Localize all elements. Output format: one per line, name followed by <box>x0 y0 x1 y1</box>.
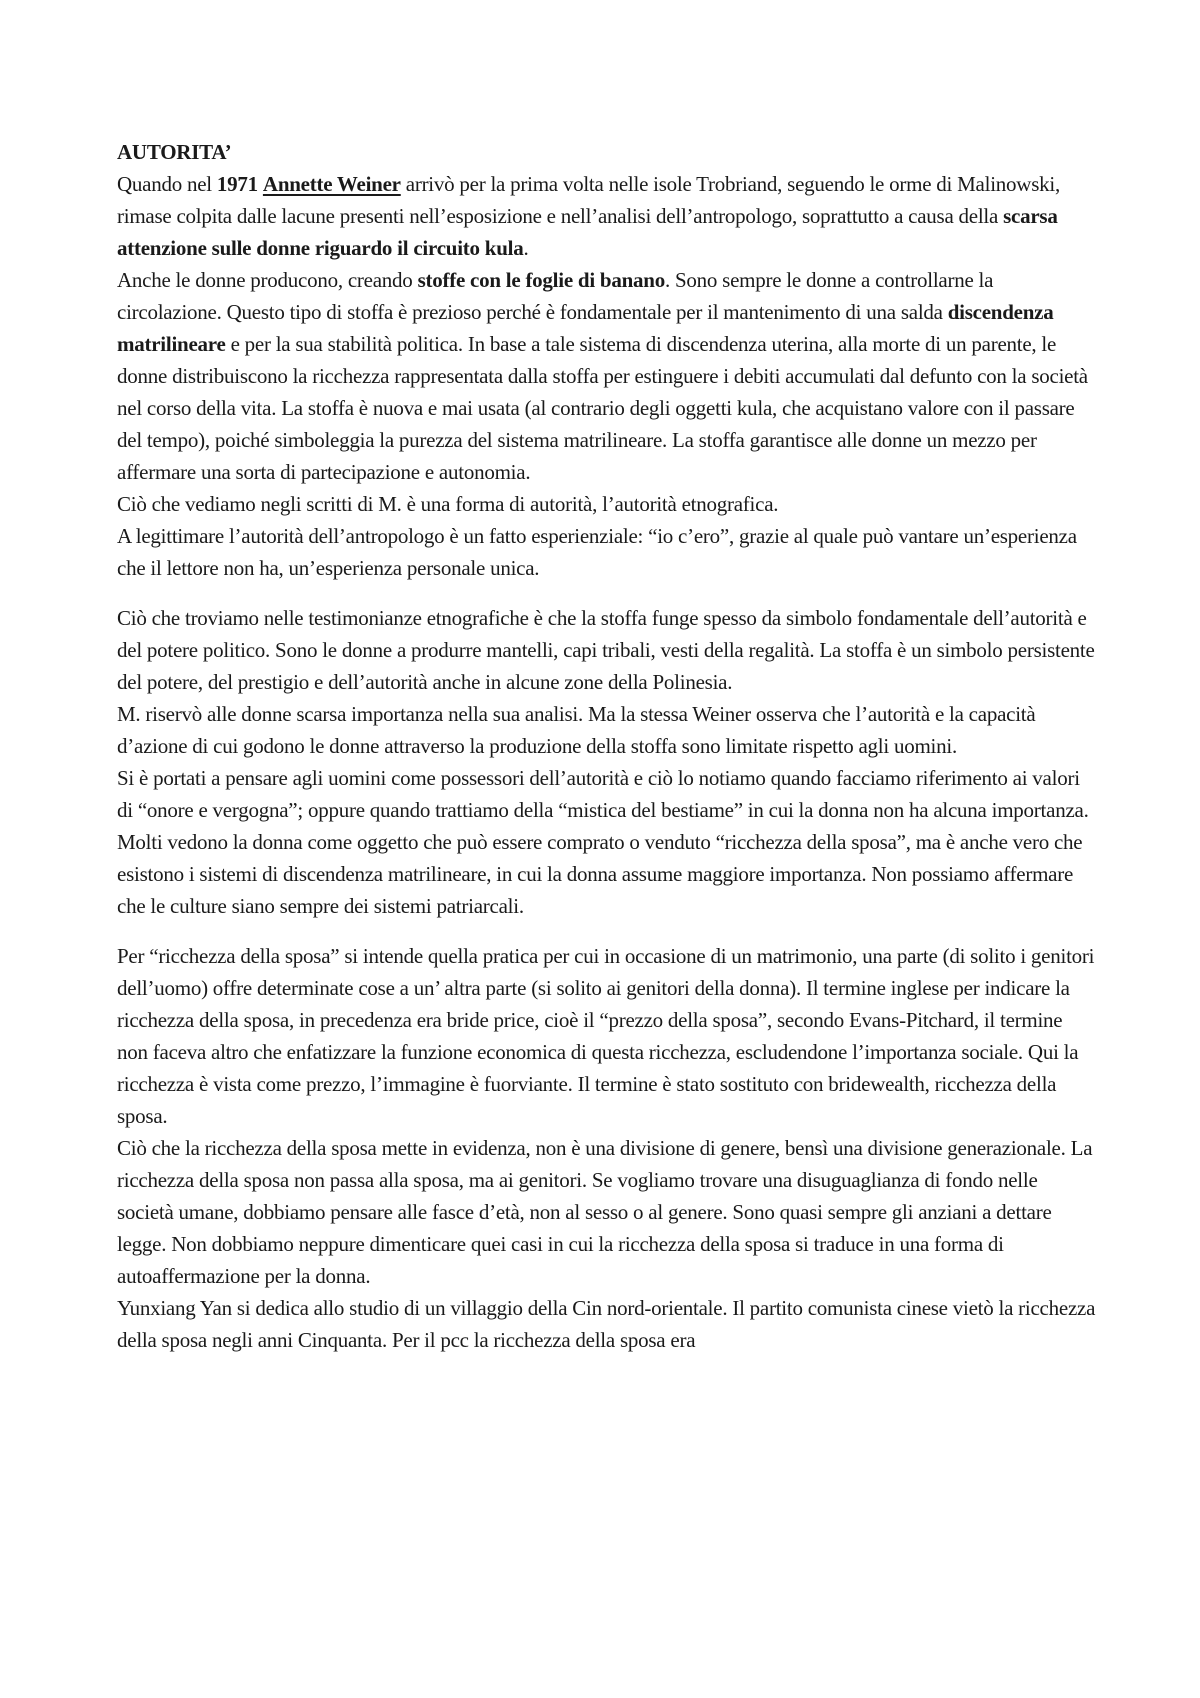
paragraph-testimonianze: Ciò che troviamo nelle testimonianze etnografiche è che la stoffa funge spesso da simbolo fondamentale dell’autorità e del potere politico. Sono le donne a produrre mantelli, capi tribali, vesti della regalità. La stoffa è un simbolo persistente del potere, del prestigio e dell’autorità anche in alcune zone della Polinesia. <box>117 606 1095 694</box>
paragraph-io-cero: A legittimare l’autorità dell’antropologo è un fatto esperienziale: “io c’ero”, grazie al quale può vantare un’esperienza che il lettore non ha, un’esperienza personale unica. <box>117 524 1077 580</box>
bold-phrase: stoffe con le foglie di banano <box>417 268 665 292</box>
document-body <box>117 136 1096 1356</box>
paragraph-weiner-osserva: M. riservò alle donne scarsa importanza nella sua analisi. Ma la stessa Weiner osserva che l’autorità e la capacità d’azione di cui godono le donne attraverso la produzione della stoffa sono limitate rispetto agli uomini. <box>117 702 1036 758</box>
paragraph-autorita-etnografica: Ciò che vediamo negli scritti di M. è una forma di autorità, l’autorità etnografica. <box>117 492 779 516</box>
bold-year: 1971 <box>216 172 258 196</box>
text-run: . Sono sempre le donne a controllarne la circolazione. Questo tipo di stoffa è prezioso perché è fondamentale per il mantenimento di una salda <box>117 268 994 324</box>
bold-phrase: discendenza matrilineare <box>117 300 1054 356</box>
paragraph-divisione-generazionale: Ciò che la ricchezza della sposa mette in evidenza, non è una divisione di genere, bensì una divisione generazionale. La ricchezza della sposa non passa alla sposa, ma ai genitori. Se vogliamo trovare una disuguaglianza di fondo nelle società umane, dobbiamo pensare alle fasce d’età, non al sesso o al genere. Sono quasi sempre gli anziani a dettare legge. Non dobbiamo neppure dimenticare quei casi in cui la ricchezza della sposa si traduce in una forma di autoaffermazione per la donna. <box>117 1136 1093 1288</box>
document-title: AUTORITA’ <box>117 140 232 164</box>
bold-underlined-name: Annette Weiner <box>262 172 401 196</box>
text-run: Anche le donne producono, creando <box>117 268 418 292</box>
text-run: . <box>523 236 529 260</box>
paragraph-weiner-intro <box>117 168 1096 264</box>
text-run: e per la sua stabilità politica. In base a tale sistema di discendenza uterina, alla morte di un parente, le donne distribuiscono la ricchezza rappresentata dalla stoffa per estinguere i debiti accumulati dal defunto con la società nel corso della vita. La stoffa è nuova e mai usata (al contrario degli oggetti kula, che acquistano valore con il passare del tempo), poiché simboleggia la purezza del sistema matrilineare. La stoffa garantisce alle donne un mezzo per affermare una sorta di partecipazione e autonomia. <box>117 332 1088 484</box>
paragraph-stoffe <box>117 264 1096 488</box>
bold-phrase: scarsa attenzione sulle donne riguardo il circuito kula <box>117 204 1058 260</box>
paragraph-yunxiang-yan: Yunxiang Yan si dedica allo studio di un villaggio della Cin nord-orientale. Il partito comunista cinese vietò la ricchezza della sposa negli anni Cinquanta. Per il pcc la ricchezza della sposa era <box>117 1296 1096 1352</box>
paragraph-onore-vergogna: Si è portati a pensare agli uomini come possessori dell’autorità e ciò lo notiamo quando facciamo riferimento ai valori di “onore e vergogna”; oppure quando trattiamo della “mistica del bestiame” in cui la donna non ha alcuna importanza. Molti vedono la donna come oggetto che può essere comprato o venduto “ricchezza della sposa”, ma è anche vero che esistono i sistemi di discendenza matrilineare, in cui la donna assume maggiore importanza. Non possiamo affermare che le culture siano sempre dei sistemi patriarcali. <box>117 766 1089 918</box>
paragraph-ricchezza-sposa: Per “ricchezza della sposa” si intende quella pratica per cui in occasione di un matrimonio, una parte (di solito i genitori dell’uomo) offre determinate cose a un’ altra parte (si solito ai genitori della donna). Il termine inglese per indicare la ricchezza della sposa, in precedenza era bride price, cioè il “prezzo della sposa”, secondo Evans-Pitchard, il termine non faceva altro che enfatizzare la funzione economica di questa ricchezza, escludendone l’importanza sociale. Qui la ricchezza è vista come prezzo, l’immagine è fuorviante. Il termine è stato sostituto con bridewealth, ricchezza della sposa. <box>117 944 1095 1128</box>
text-run: arrivò per la prima volta nelle isole Trobriand, seguendo le orme di Malinowski, rimase colpita dalle lacune presenti nell’esposizione e nell’analisi dell’antropologo, soprattutto a causa della <box>117 172 1060 228</box>
text-run: Quando nel <box>117 172 217 196</box>
